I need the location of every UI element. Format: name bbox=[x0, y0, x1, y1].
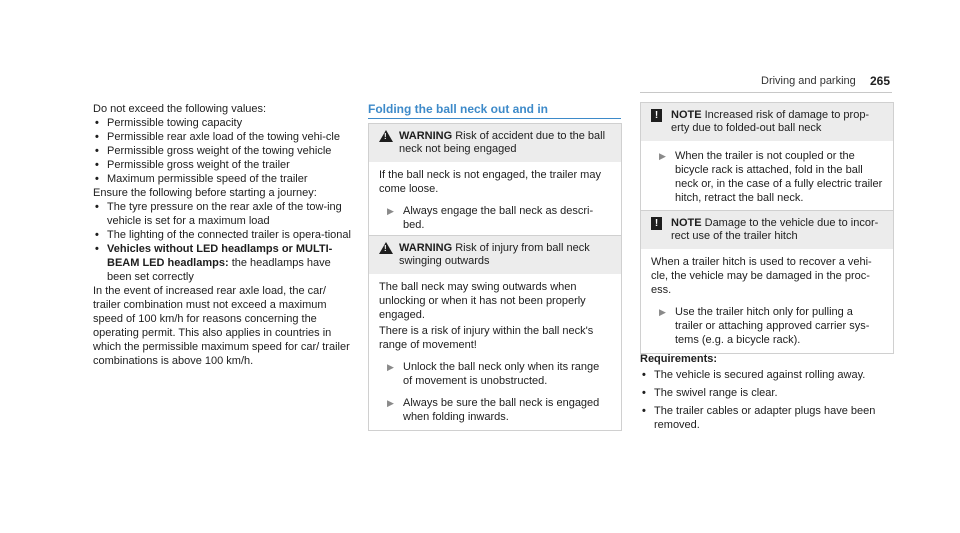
limits-list bbox=[93, 116, 351, 186]
note-heading: Increased risk of damage to prop-erty due to folded-out ball neck bbox=[671, 109, 870, 134]
action-text: Always engage the ball neck as descri-bed. bbox=[403, 205, 594, 231]
intro-text: Do not exceed the following values: bbox=[93, 103, 267, 115]
action-arrow-icon: ▶ bbox=[659, 151, 666, 161]
requirements-title: Requirements: bbox=[640, 353, 718, 365]
vehicles-bold-label: Vehicles without LED headlamps or MULTI-BEAM LED headlamps: bbox=[107, 243, 333, 269]
warning-box-injury bbox=[368, 235, 622, 431]
action-item bbox=[379, 396, 611, 424]
checks-list bbox=[93, 200, 351, 284]
notice-exclamation-icon: ! bbox=[651, 217, 662, 230]
warning-heading: Risk of injury from ball neck swinging outwards bbox=[399, 242, 590, 267]
list-item: • Permissible gross weight of the towing vehicle bbox=[93, 144, 351, 158]
action-arrow-icon: ▶ bbox=[659, 307, 666, 317]
list-item: • The lighting of the connected trailer is opera-tional bbox=[93, 228, 351, 242]
warning-label: WARNING bbox=[399, 242, 453, 254]
action-arrow-icon: ▶ bbox=[387, 362, 394, 372]
list-item: • Permissible rear axle load of the towing vehi-cle bbox=[93, 130, 351, 144]
note-label: NOTE bbox=[671, 217, 702, 229]
note-header bbox=[641, 211, 893, 249]
warning-box-accident bbox=[368, 123, 622, 239]
list-item: • Permissible towing capacity bbox=[93, 116, 351, 130]
vehicles-rest-text: the headlamps have been set correctly bbox=[107, 257, 331, 283]
warning-text: If the ball neck is not engaged, the trailer may come loose. bbox=[379, 169, 601, 195]
action-text: Always be sure the ball neck is engaged when folding inwards. bbox=[403, 397, 600, 423]
note-heading: Damage to the vehicle due to incor-rect use of the trailer hitch bbox=[671, 217, 879, 242]
list-item-vehicles bbox=[93, 242, 351, 284]
notice-exclamation-icon: ! bbox=[651, 109, 662, 122]
warning-triangle-icon: ! bbox=[379, 242, 393, 258]
note-body bbox=[641, 249, 893, 353]
note-body bbox=[641, 141, 893, 211]
action-text: Unlock the ball neck only when its range of movement is unobstructed. bbox=[403, 361, 600, 387]
warning-header bbox=[369, 124, 621, 162]
list-item: • The vehicle is secured against rolling away. bbox=[640, 368, 892, 382]
action-arrow-icon: ▶ bbox=[387, 206, 394, 216]
list-item: • The swivel range is clear. bbox=[640, 386, 892, 400]
page-number: 265 bbox=[870, 74, 891, 88]
list-item: • The tyre pressure on the rear axle of the tow-ing vehicle is set for a maximum load bbox=[93, 200, 351, 228]
list-item: • The trailer cables or adapter plugs have been removed. bbox=[640, 404, 892, 432]
header-rule bbox=[640, 92, 892, 93]
warning-heading: Risk of accident due to the ball neck not being engaged bbox=[399, 130, 606, 155]
action-item bbox=[651, 305, 883, 347]
warning-body bbox=[369, 162, 621, 238]
section-rule bbox=[368, 118, 621, 119]
list-item: • Maximum permissible speed of the trailer bbox=[93, 172, 351, 186]
warning-header bbox=[369, 236, 621, 274]
warning-triangle-icon: ! bbox=[379, 130, 393, 146]
list-item: • Permissible gross weight of the trailer bbox=[93, 158, 351, 172]
event-paragraph: In the event of increased rear axle load, the car/ trailer combination must not exceed a maximum speed of 100 km/h for reasons concerning the operating permit. This also applies in countries in which the permissible maximum speed for car/ trailer combinations is above 100 km/h. bbox=[93, 285, 350, 367]
column-1 bbox=[93, 102, 351, 368]
note-label: NOTE bbox=[671, 109, 702, 121]
warning-label: WARNING bbox=[399, 130, 453, 142]
ensure-text: Ensure the following before starting a journey: bbox=[93, 187, 317, 199]
section-title: Folding the ball neck out and in bbox=[368, 102, 548, 116]
note-box-property bbox=[640, 102, 894, 212]
action-item bbox=[651, 149, 883, 205]
warning-body bbox=[369, 274, 621, 430]
note-text: When a trailer hitch is used to recover a vehi-cle, the vehicle may be damaged in the proc-ess. bbox=[651, 256, 872, 296]
warning-text: The ball neck may swing outwards when unlocking or when it has not been properly engaged. bbox=[379, 281, 586, 321]
action-text: When the trailer is not coupled or the bicycle rack is attached, fold in the ball neck or, in the case of a fully electric trailer hitch, retract the ball neck. bbox=[675, 150, 883, 204]
requirements-list bbox=[640, 368, 892, 432]
note-box-hitch bbox=[640, 210, 894, 354]
action-text: Use the trailer hitch only for pulling a trailer or attaching approved carrier sys-tems (e.g. a bicycle rack). bbox=[675, 306, 870, 346]
requirements-block bbox=[640, 352, 892, 432]
warning-text: There is a risk of injury within the ball neck's range of movement! bbox=[379, 325, 594, 351]
action-item bbox=[379, 204, 611, 232]
running-header-section: Driving and parking bbox=[761, 75, 856, 87]
note-header bbox=[641, 103, 893, 141]
action-arrow-icon: ▶ bbox=[387, 398, 394, 408]
action-item bbox=[379, 360, 611, 388]
